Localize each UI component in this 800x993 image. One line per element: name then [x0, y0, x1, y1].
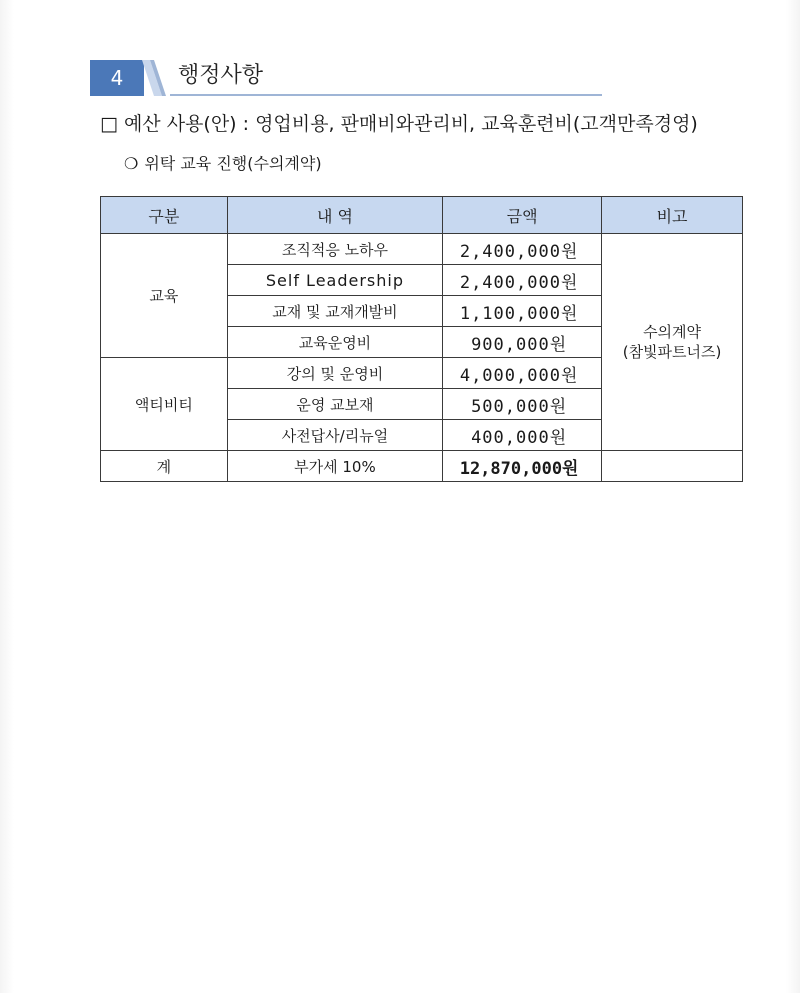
amount-cell: 2,400,000원	[443, 265, 602, 296]
budget-line	[100, 108, 704, 140]
amount-cell: 400,000원	[443, 420, 602, 451]
total-item: 부가세 10%	[227, 451, 442, 482]
table-header-row	[101, 197, 743, 234]
category-cell: 교육	[101, 234, 228, 358]
circle-bullet-icon: ❍	[124, 154, 139, 173]
amount-cell: 1,100,000원	[443, 296, 602, 327]
note-cell	[602, 234, 743, 451]
total-row	[101, 451, 743, 482]
section-header	[90, 58, 602, 98]
sub-heading-label: 위탁 교육 진행(수의계약)	[144, 154, 322, 173]
total-amount: 12,870,000원	[443, 451, 602, 482]
amount-cell: 500,000원	[443, 389, 602, 420]
note-line-2: (참빛파트너즈)	[622, 343, 722, 361]
item-cell: 강의 및 운영비	[227, 358, 442, 389]
amount-cell: 900,000원	[443, 327, 602, 358]
item-cell: 조직적응 노하우	[227, 234, 442, 265]
budget-label: 예산 사용(안) : 영업비용, 판매비와관리비, 교육훈련비(고객만족경영)	[123, 113, 698, 135]
table-row	[101, 234, 743, 265]
category-cell: 액티비티	[101, 358, 228, 451]
section-slash-decoration	[140, 58, 170, 98]
amount-cell: 2,400,000원	[443, 234, 602, 265]
total-category: 계	[101, 451, 228, 482]
sub-heading	[124, 150, 322, 178]
item-cell: 운영 교보재	[227, 389, 442, 420]
checkbox-icon: □	[100, 113, 118, 135]
budget-table	[100, 196, 743, 482]
item-cell: 사전답사/리뉴얼	[227, 420, 442, 451]
item-cell: 교육운영비	[227, 327, 442, 358]
item-cell: Self Leadership	[227, 265, 442, 296]
section-number: 4	[90, 60, 144, 96]
note-line-1: 수의계약	[643, 323, 702, 341]
item-cell: 교재 및 교재개발비	[227, 296, 442, 327]
header-amount: 금액	[443, 197, 602, 234]
amount-cell: 4,000,000원	[443, 358, 602, 389]
header-category: 구분	[101, 197, 228, 234]
section-title: 행정사항	[178, 63, 264, 88]
header-note: 비고	[602, 197, 743, 234]
section-rule	[170, 94, 602, 96]
header-item: 내 역	[227, 197, 442, 234]
total-note	[602, 451, 743, 482]
